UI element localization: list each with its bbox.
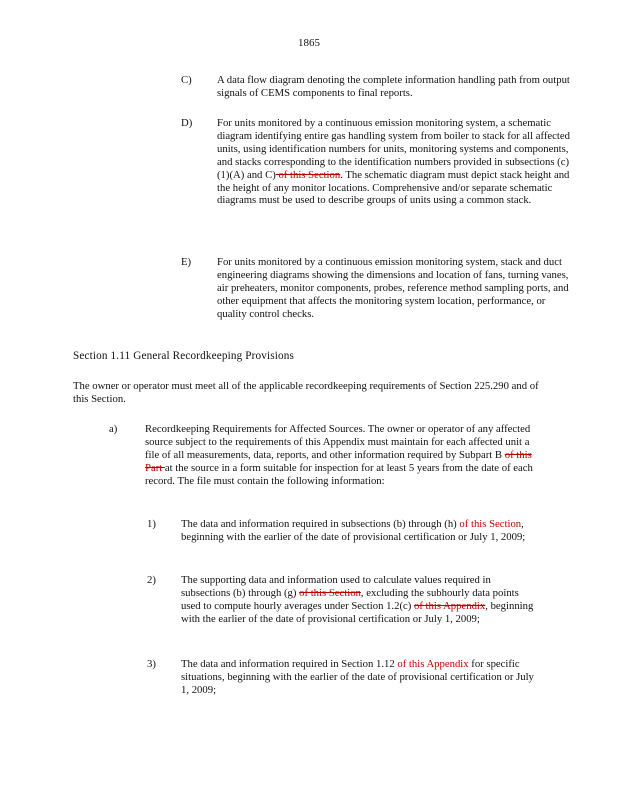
numbered-text: The supporting data and information used to calculate values required in subsections (b) through (g) of this Section, excluding the subhourly data points used to compute hourly averages under Section 1.2(c) of this Appendix, beginning with the earlier of the date of provisional certification or July 1, 2009; (181, 574, 534, 625)
deleted-text: of this Section (299, 586, 361, 599)
numbered-item-2 (147, 574, 536, 626)
numbered-text: The data and information required in subsections (b) through (h) of this Section, beginning with the earlier of the date of provisional certification or July 1, 2009; (181, 518, 526, 543)
numbered-item-1 (147, 518, 536, 544)
deleted-text: of this Appendix (413, 599, 486, 612)
list-item-e (181, 256, 577, 321)
inserted-text: of this Section (456, 518, 522, 530)
numbered-label: 1) (147, 518, 156, 530)
deleted-text: of this Part (145, 448, 532, 474)
numbered-label: 3) (147, 658, 156, 670)
item-label: D) (181, 117, 193, 129)
inserted-text: of this Appendix (397, 658, 469, 670)
item-label: E) (181, 256, 192, 268)
numbered-text: The data and information required in Section 1.12 of this Appendix for specific situations, beginning with the earlier of the date of provisional certification or July 1, 2009; (181, 658, 534, 696)
list-item-c (181, 74, 577, 100)
subsection-a (109, 423, 535, 488)
item-text: For units monitored by a continuous emission monitoring system, stack and duct engineering diagrams showing the dimensions and location of fans, turning vanes, air preheaters, monitor components, probes, reference method sampling ports, and other equipment that affects the monitoring system location, performance, or quality control checks. (217, 256, 569, 320)
item-text: A data flow diagram denoting the complete information handling path from output signals of CEMS components to final reports. (217, 74, 570, 99)
subsection-label: a) (109, 423, 118, 435)
list-item-d (181, 117, 577, 207)
page-number: 1865 (298, 37, 320, 49)
section-intro: The owner or operator must meet all of the applicable recordkeeping requirements of Section 225.290 and of this Section. (73, 380, 539, 405)
numbered-label: 2) (147, 574, 156, 586)
numbered-item-3 (147, 658, 536, 697)
item-label: C) (181, 74, 192, 86)
section-heading: Section 1.11 General Recordkeeping Provisions (73, 350, 295, 362)
item-text: For units monitored by a continuous emission monitoring system, a schematic diagram identifying entire gas handling system from boiler to stack for all affected units, using identification numbers for units, monitoring systems and components, and stacks corresponding to the identification numbers provided in subsections (c)(1)(A) and C) of this Section. The schematic diagram must depict stack height and the height of any monitor locations. Comprehensive and/or separate schematic diagrams must be used to describe groups of units using a common stack. (217, 117, 570, 207)
deleted-text: of this Section (275, 168, 341, 181)
subsection-text: Recordkeeping Requirements for Affected Sources. The owner or operator of any affected source subject to the requirements of this Appendix must maintain for each affected unit a file of all measurements, data, reports, and other information required by Subpart B of this Part at the source in a form suitable for inspection for at least 5 years from the date of each record. The file must contain the following information: (145, 423, 533, 487)
